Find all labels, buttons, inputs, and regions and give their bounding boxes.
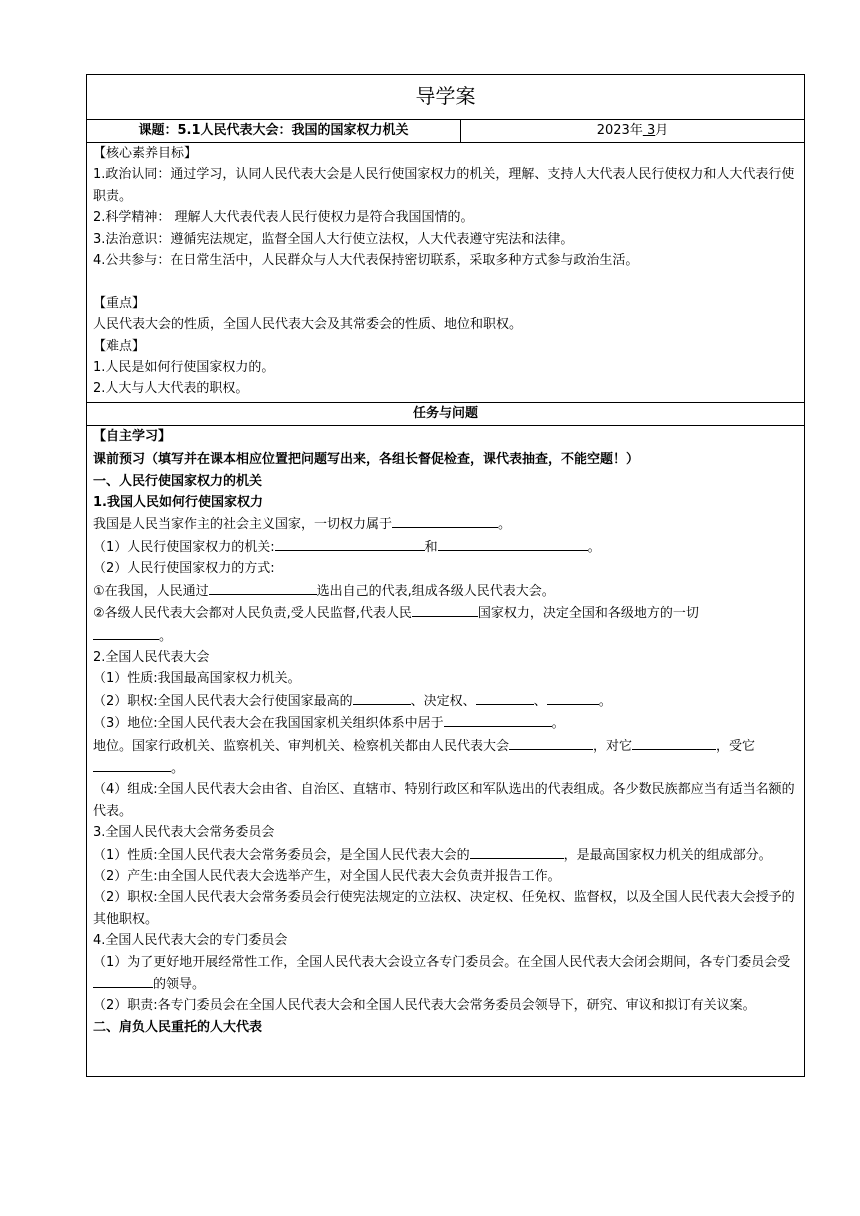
date-month: 3 [646, 123, 656, 138]
key-heading: 【重点】 [93, 295, 146, 311]
goal-item: 4.公共参与：在日常生活中，人民群众与人大代表保持密切联系，采取多种方式参与政治生活。 [93, 253, 639, 269]
key-text: 人民代表大会的性质，全国人民代表大会及其常委会的性质、地位和职权。 [93, 317, 523, 333]
fill-line: ①在我国，人民通过 选出自己的代表,组成各级人民代表大会。 [93, 580, 798, 602]
fill-line: 我国是人民当家作主的社会主义国家，一切权力属于 。 [93, 513, 798, 535]
date-year: 2023年 [596, 123, 643, 138]
subheading-1-3: 3.全国人民代表大会常务委员会 [93, 825, 275, 841]
goal-item: 3.法治意识：遵循宪法规定，监督全国人大行使立法权，人大代表遵守宪法和法律。 [93, 231, 574, 247]
goals-heading: 【核心素养目标】 [93, 146, 198, 161]
text-line: （2）产生:由全国人民代表大会选举产生，对全国人民代表大会负责并报告工作。 [93, 868, 561, 884]
lesson-title: 课题：5.1人民代表大会：我国的国家权力机关 [87, 120, 461, 143]
text-line: （4）组成:全国人民代表大会由省、自治区、直辖市、特别行政区和军队选出的代表组成。各少数民族都应当有适当名额的代表。 [93, 782, 795, 819]
subheading-1-1: 1.我国人民如何行使国家权力 [93, 495, 263, 511]
text-line: （2）职权:全国人民代表大会常务委员会行使宪法规定的立法权、决定权、任免权、监督权，以及全国人民代表大会授予的其他职权。 [93, 890, 795, 927]
difficulty-item: 1.人民是如何行使国家权力的。 [93, 360, 275, 376]
preview-instruction: 课前预习（填写并在课本相应位置把问题写出来，各组长督促检查，课代表抽查，不能空题！） [93, 452, 640, 468]
fill-line: （1）人民行使国家权力的机关: 和 。 [93, 536, 798, 558]
study-guide-table [86, 74, 805, 1077]
tasks-cell [87, 425, 805, 1076]
section-heading-2: 二、肩负人民重托的人大代表 [93, 1019, 263, 1035]
goal-item: 1.政治认同：通过学习，认同人民代表大会是人民行使国家权力的机关，理解、支持人大代表人民行使权力和人大代表行使职责。 [93, 167, 795, 204]
goal-item: 2.科学精神： 理解人大代表代表人民行使权力是符合我国国情的。 [93, 210, 474, 226]
self-study-heading: 【自主学习】 [93, 428, 172, 444]
fill-line: （1）为了更好地开展经常性工作，全国人民代表大会设立各专门委员会。在全国人民代表大会闭会期间，各专门委员会受的领导。 [93, 954, 791, 993]
difficulty-heading: 【难点】 [93, 338, 146, 354]
text-line: （2）人民行使国家权力的方式: [93, 561, 275, 577]
document-title: 导学案 [87, 75, 805, 120]
spacer [93, 271, 798, 292]
date-cell [461, 120, 805, 143]
difficulty-item: 2.人大与人大代表的职权。 [93, 381, 249, 397]
fill-line: （2）职权:全国人民代表大会行使国家最高的 、决定权、 、 。 [93, 690, 798, 712]
text-line: （2）职责:各专门委员会在全国人民代表大会和全国人民代表大会常务委员会领导下，研究、审议和拟订有关议案。 [93, 998, 756, 1014]
fill-line: 地位。国家行政机关、监察机关、审判机关、检察机关都由人民代表大会 ，对它 ，受它。 [93, 735, 798, 780]
fill-line: （3）地位:全国人民代表大会在我国国家机关组织体系中居于 。 [93, 712, 798, 734]
text-line: （1）性质:我国最高国家权力机关。 [93, 671, 301, 687]
goals-cell [87, 143, 805, 403]
subheading-1-2: 2.全国人民代表大会 [93, 649, 210, 665]
fill-line: （1）性质:全国人民代表大会常务委员会，是全国人民代表大会的 ，是最高国家权力机关的组成部分。 [93, 844, 798, 866]
section-heading-1: 一、人民行使国家权力的机关 [93, 473, 263, 489]
tasks-heading: 任务与问题 [87, 402, 805, 425]
fill-line: ②各级人民代表大会都对人民负责,受人民监督,代表人民 国家权力，决定全国和各级地方的一切 。 [93, 602, 798, 647]
date-month-unit: 月 [655, 123, 669, 138]
subheading-1-4: 4.全国人民代表大会的专门委员会 [93, 933, 288, 949]
